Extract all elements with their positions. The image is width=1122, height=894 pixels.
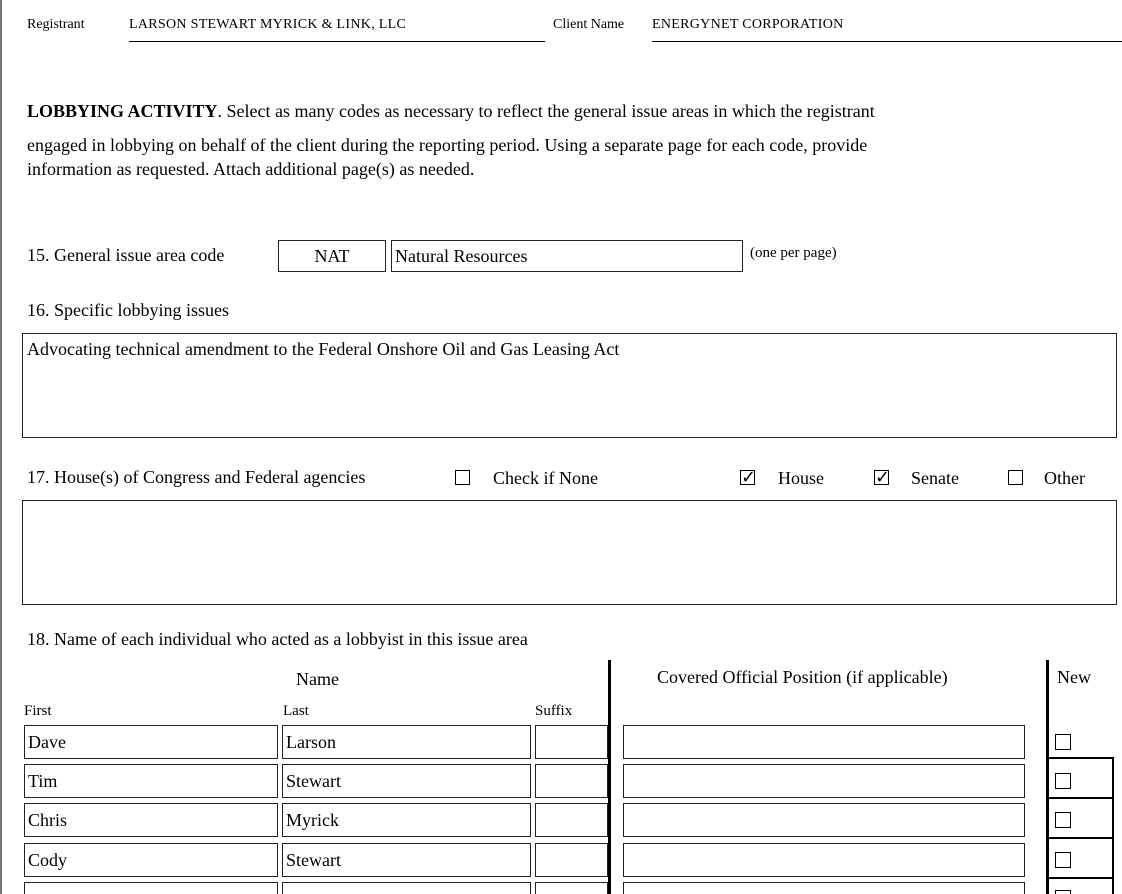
check-icon: ✓	[875, 467, 891, 488]
new-lobbyist-checkbox[interactable]	[1055, 734, 1071, 750]
suffix-field[interactable]	[535, 725, 608, 759]
suffix-field[interactable]	[535, 803, 608, 837]
client-name-label: Client Name	[553, 17, 625, 32]
first-name-field[interactable]: Cody	[24, 843, 278, 877]
new-column-header: New	[1057, 667, 1091, 687]
new-lobbyist-checkbox[interactable]	[1055, 812, 1071, 828]
lobbyist-row	[0, 762, 1122, 799]
position-column-header: Covered Official Position (if applicable)	[657, 667, 948, 687]
one-per-page-note: (one per page)	[750, 245, 837, 261]
first-name-field[interactable]: Tim	[24, 764, 278, 798]
suffix-field[interactable]	[535, 764, 608, 798]
check-if-none-label: Check if None	[493, 468, 598, 488]
new-lobbyist-checkbox[interactable]	[1055, 773, 1071, 789]
q17-label: 17. House(s) of Congress and Federal agencies	[27, 467, 366, 487]
suffix-header: Suffix	[535, 703, 573, 719]
other-checkbox[interactable]	[1008, 470, 1023, 485]
covered-position-field[interactable]	[623, 843, 1025, 877]
check-icon: ✓	[741, 467, 757, 488]
suffix-field[interactable]	[535, 882, 608, 894]
first-name-field[interactable]: Chris	[24, 803, 278, 837]
check-if-none-checkbox[interactable]	[455, 470, 470, 485]
house-checkbox[interactable]	[740, 467, 757, 488]
intro-line-1: LOBBYING ACTIVITY. Select as many codes as necessary to reflect the general issue areas in which the registrant	[27, 101, 875, 121]
first-name-field[interactable]	[24, 882, 278, 894]
covered-position-field[interactable]	[623, 764, 1025, 798]
client-name-field[interactable]: ENERGYNET CORPORATION	[652, 17, 1122, 42]
new-lobbyist-checkbox[interactable]	[1055, 852, 1071, 868]
covered-position-field[interactable]	[623, 725, 1025, 759]
last-name-header: Last	[283, 703, 309, 719]
agencies-field[interactable]	[22, 500, 1117, 605]
last-name-field[interactable]	[282, 882, 531, 894]
row-separator	[1046, 797, 1114, 799]
house-label: House	[778, 468, 824, 488]
issue-description-field[interactable]: Natural Resources	[391, 240, 743, 272]
lobbyist-row	[0, 880, 1122, 894]
registrant-field[interactable]: LARSON STEWART MYRICK & LINK, LLC	[129, 17, 545, 42]
lobbyist-row	[0, 841, 1122, 878]
lobbying-activity-heading: LOBBYING ACTIVITY	[27, 101, 218, 121]
senate-checkbox[interactable]	[874, 467, 891, 488]
new-lobbyist-checkbox[interactable]	[1055, 890, 1071, 894]
last-name-field[interactable]: Myrick	[282, 803, 531, 837]
registrant-label: Registrant	[27, 17, 85, 32]
suffix-field[interactable]	[535, 843, 608, 877]
covered-position-field[interactable]	[623, 803, 1025, 837]
first-name-header: First	[24, 703, 52, 719]
q18-label: 18. Name of each individual who acted as a lobbyist in this issue area	[27, 629, 528, 649]
intro-line-3: information as requested. Attach additional page(s) as needed.	[27, 159, 475, 179]
covered-position-field[interactable]	[623, 882, 1025, 894]
last-name-field[interactable]: Larson	[282, 725, 531, 759]
first-name-field[interactable]: Dave	[24, 725, 278, 759]
name-column-header: Name	[296, 669, 339, 689]
lobbyist-row	[0, 723, 1122, 760]
senate-label: Senate	[911, 468, 959, 488]
intro-line-2: engaged in lobbying on behalf of the client during the reporting period. Using a separate page for each code, provide	[27, 135, 868, 155]
specific-issues-field[interactable]: Advocating technical amendment to the Federal Onshore Oil and Gas Leasing Act	[22, 333, 1117, 438]
other-label: Other	[1044, 468, 1085, 488]
row-separator	[1046, 877, 1114, 879]
issue-code-field[interactable]: NAT	[278, 240, 386, 272]
q15-label: 15. General issue area code	[27, 245, 225, 265]
row-separator	[1046, 757, 1114, 759]
last-name-field[interactable]: Stewart	[282, 843, 531, 877]
q16-label: 16. Specific lobbying issues	[27, 300, 229, 320]
lobbyist-row	[0, 801, 1122, 838]
last-name-field[interactable]: Stewart	[282, 764, 531, 798]
row-separator	[1046, 837, 1114, 839]
